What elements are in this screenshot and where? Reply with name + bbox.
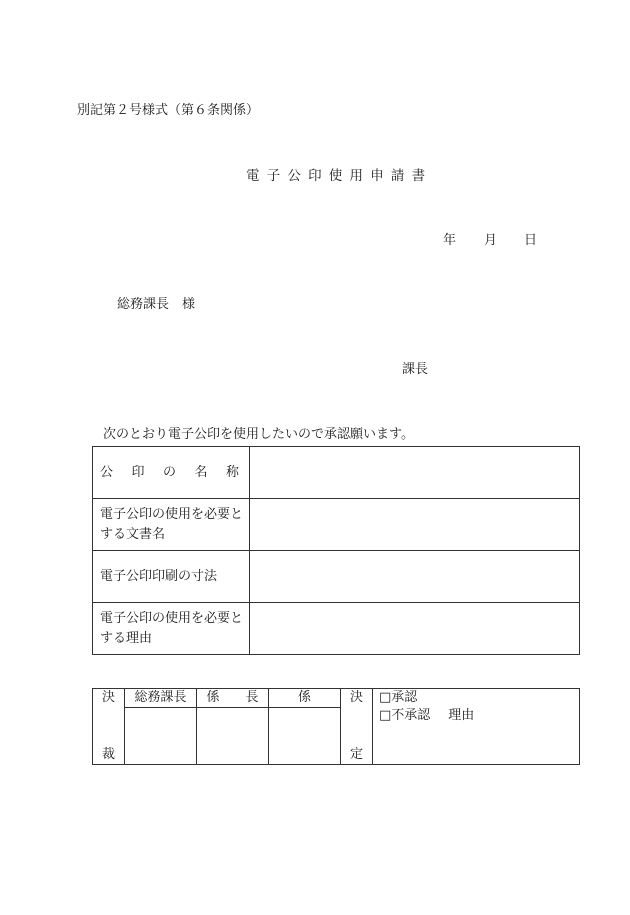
label-char: 称 bbox=[225, 464, 239, 480]
table-row bbox=[93, 447, 580, 499]
header-section-chief: 係 長 bbox=[197, 689, 269, 708]
label-char: 名 bbox=[194, 464, 208, 480]
determination-label-top: 決 bbox=[349, 690, 363, 705]
reason-field[interactable] bbox=[250, 603, 580, 655]
label-char: 公 bbox=[100, 464, 114, 480]
print-size-field[interactable] bbox=[250, 551, 580, 603]
determination-label-bottom: 定 bbox=[349, 747, 363, 762]
request-statement: 次のとおり電子公印を使用したいので承認願います。 bbox=[103, 427, 414, 442]
option-reject-row bbox=[379, 707, 573, 725]
form-number-label: 別記第２号様式（第６条関係） bbox=[77, 103, 260, 118]
addressee: 総務課長 様 bbox=[117, 297, 196, 312]
stamp-cell-section-chief[interactable] bbox=[197, 708, 269, 765]
stamp-cell-staff[interactable] bbox=[269, 708, 341, 765]
reason-label: 電子公印の使用を必要とする理由 bbox=[93, 603, 250, 655]
header-staff: 係 bbox=[269, 689, 341, 708]
document-title: 電子公印使用申請書 bbox=[246, 168, 433, 184]
label-char: の bbox=[162, 464, 176, 480]
stamp-cell-general-affairs-chief[interactable] bbox=[125, 708, 197, 765]
date-year-label: 年 bbox=[443, 233, 457, 248]
date-day-label: 日 bbox=[524, 233, 538, 248]
approval-table bbox=[92, 688, 580, 765]
applicant-title: 課長 bbox=[402, 362, 429, 377]
seal-name-field[interactable] bbox=[250, 447, 580, 499]
determination-label-cell bbox=[341, 689, 373, 765]
table-row bbox=[93, 689, 580, 708]
decision-label-cell bbox=[93, 689, 125, 765]
document-name-label: 電子公印の使用を必要とする文書名 bbox=[93, 499, 250, 551]
reason-text: 理由 bbox=[448, 708, 475, 723]
table-row bbox=[93, 603, 580, 655]
seal-name-label bbox=[93, 447, 250, 499]
option-reject[interactable]: □不承認 bbox=[379, 708, 431, 723]
document-name-field[interactable] bbox=[250, 499, 580, 551]
option-approve[interactable]: □承認 bbox=[379, 690, 418, 705]
table-row bbox=[93, 551, 580, 603]
application-details-table bbox=[92, 446, 580, 655]
decision-label-bottom: 裁 bbox=[101, 747, 115, 762]
header-general-affairs-chief: 総務課長 bbox=[125, 689, 197, 708]
table-row bbox=[93, 499, 580, 551]
label-char: 印 bbox=[131, 464, 145, 480]
decision-label-top: 決 bbox=[101, 690, 115, 705]
date-month-label: 月 bbox=[484, 233, 498, 248]
decision-options bbox=[373, 689, 580, 765]
print-size-label: 電子公印印刷の寸法 bbox=[93, 551, 250, 603]
